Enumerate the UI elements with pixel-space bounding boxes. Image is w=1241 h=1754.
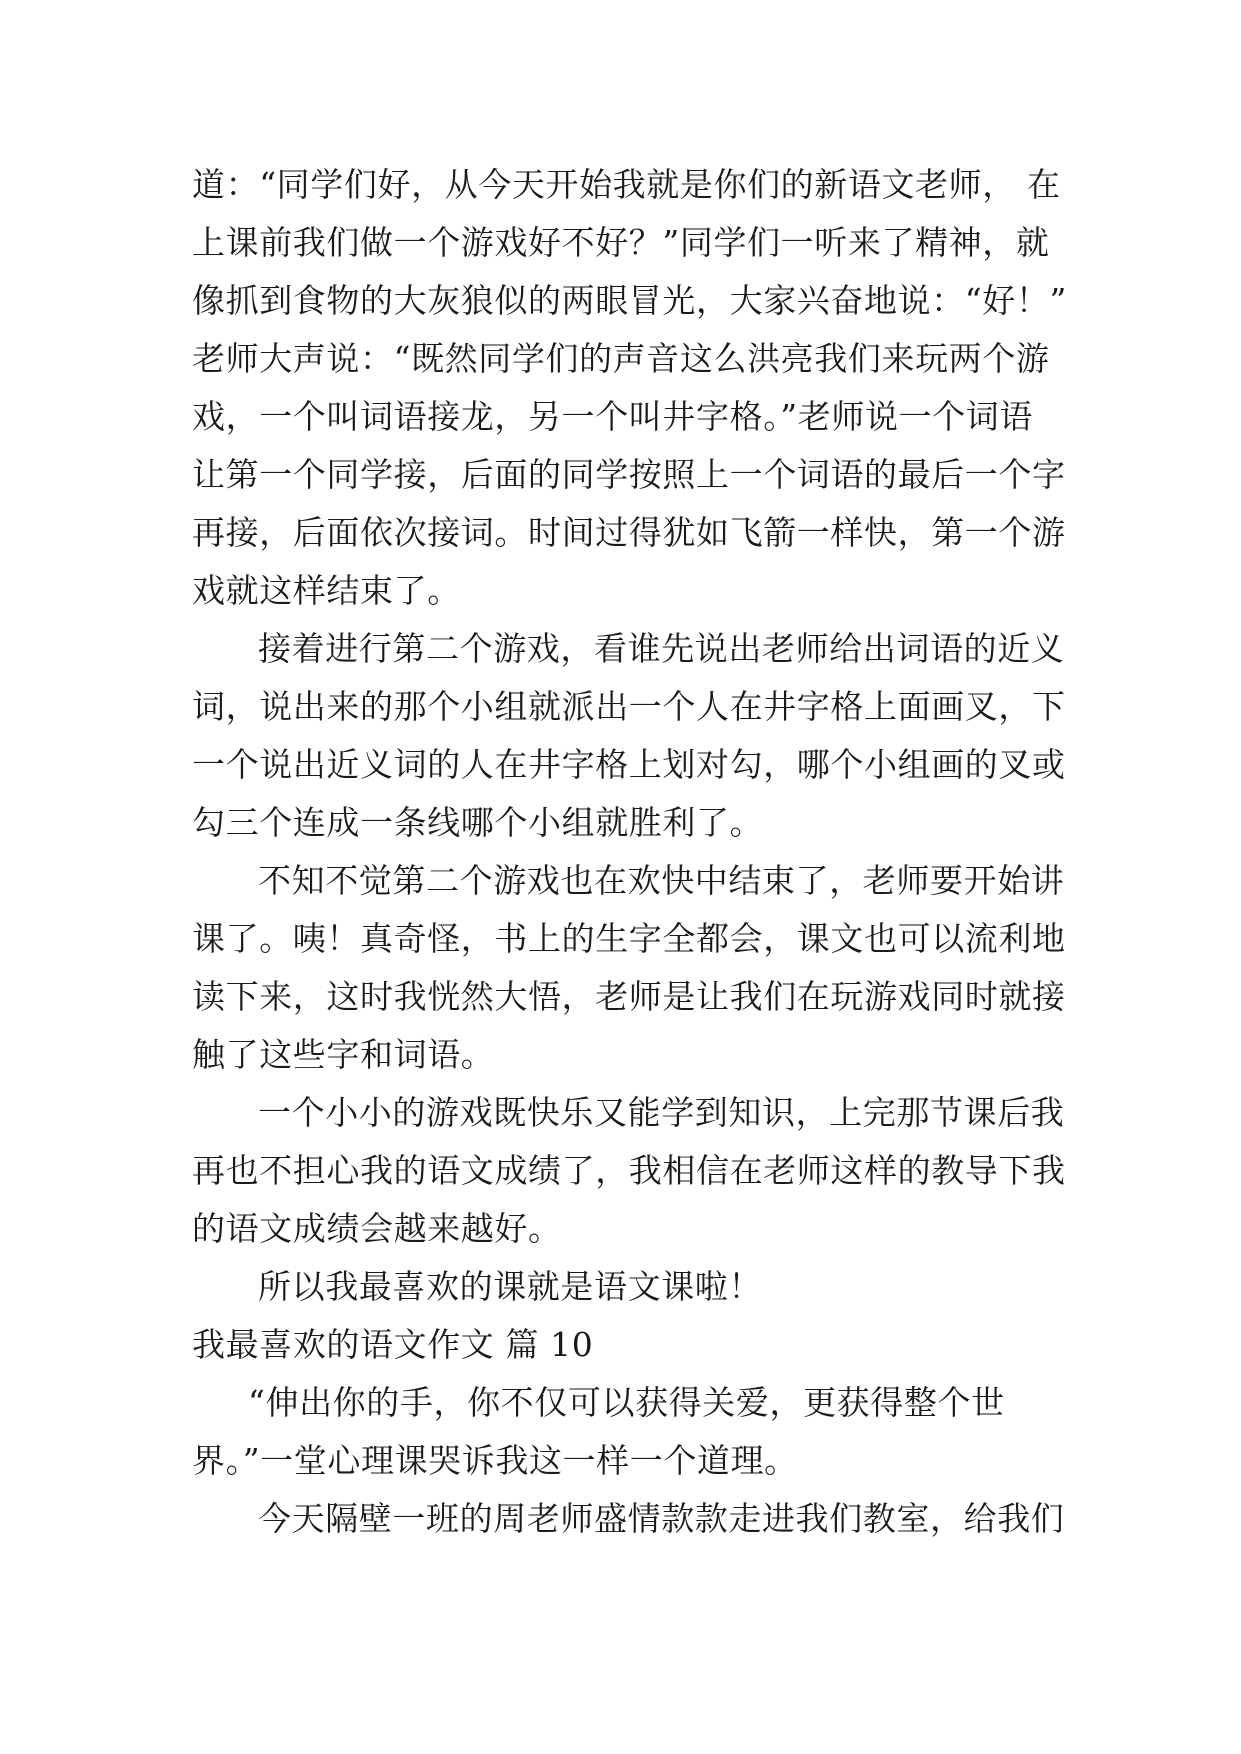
- paragraph-start-line: 所以我最喜欢的课就是语文课啦！: [258, 1267, 762, 1306]
- text-line: 像抓到食物的大灰狼似的两眼冒光，大家兴奋地说：“好！”: [192, 281, 1067, 320]
- paragraph-start-line: 今天隔壁一班的周老师盛情款款走进我们教室，给我们: [258, 1499, 1065, 1538]
- text-line: 再也不担心我的语文成绩了，我相信在老师这样的教导下我: [192, 1151, 1066, 1190]
- text-line: 的语文成绩会越来越好。: [192, 1209, 562, 1248]
- text-line: 道：“同学们好，从今天开始我就是你们的新语文老师， 在: [192, 165, 1061, 204]
- paragraph-start-line: “伸出你的手，你不仅可以获得关爱，更获得整个世: [248, 1383, 1005, 1422]
- text-line: 戏就这样结束了。: [192, 571, 461, 610]
- text-line: 读下来，这时我恍然大悟，老师是让我们在玩游戏同时就接: [192, 977, 1066, 1016]
- section-heading: 我最喜欢的语文作文 篇 10: [192, 1325, 594, 1364]
- paragraph-start-line: 一个小小的游戏既快乐又能学到知识，上完那节课后我: [258, 1093, 1065, 1132]
- text-line: 勾三个连成一条线哪个小组就胜利了。: [192, 803, 764, 842]
- text-line: 让第一个同学接，后面的同学按照上一个词语的最后一个字: [192, 455, 1066, 494]
- text-line: 词，说出来的那个小组就派出一个人在井字格上面画叉，下: [192, 687, 1066, 726]
- paragraph-start-line: 接着进行第二个游戏，看谁先说出老师给出词语的近义: [258, 629, 1065, 668]
- text-line: 上课前我们做一个游戏好不好？”同学们一听来了精神，就: [192, 223, 1050, 262]
- text-line: 界。”一堂心理课哭诉我这一样一个道理。: [192, 1441, 798, 1480]
- text-line: 课了。咦！真奇怪，书上的生字全都会，课文也可以流利地: [192, 919, 1066, 958]
- text-line: 老师大声说：“既然同学们的声音这么洪亮我们来玩两个游: [192, 339, 1050, 378]
- text-line: 戏，一个叫词语接龙，另一个叫井字格。”老师说一个词语: [192, 397, 1033, 436]
- text-line: 再接，后面依次接词。时间过得犹如飞箭一样快，第一个游: [192, 513, 1066, 552]
- text-line: 一个说出近义词的人在井字格上划对勾，哪个小组画的叉或: [192, 745, 1066, 784]
- text-line: 触了这些字和词语。: [192, 1035, 495, 1074]
- paragraph-start-line: 不知不觉第二个游戏也在欢快中结束了，老师要开始讲: [258, 861, 1065, 900]
